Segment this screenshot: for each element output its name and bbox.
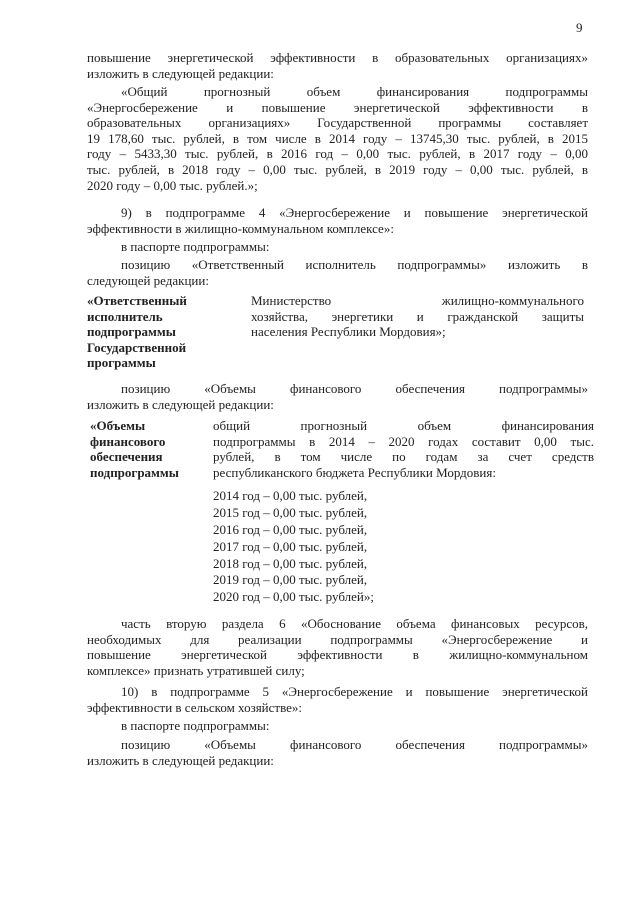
year-line: 2014 год – 0,00 тыс. рублей, xyxy=(213,488,368,503)
table1-value xyxy=(251,293,584,340)
year-line: 2019 год – 0,00 тыс. рублей, xyxy=(213,572,368,588)
label-line: подпрограммы xyxy=(87,324,176,340)
text-line: позицию «Объемы финансового обеспечения подпрограммы» xyxy=(121,381,588,396)
value-line: рублей, в том числе по годам за счет средств xyxy=(213,449,594,465)
page-number: 9 xyxy=(576,20,583,35)
paragraph-item-10 xyxy=(87,684,588,715)
text-line: в паспорте подпрограммы: xyxy=(121,239,270,254)
text-line: эффективности в жилищно-коммунальном комплексе»: xyxy=(87,220,394,236)
label-line: Государственной xyxy=(87,339,187,355)
year-line: 2017 год – 0,00 тыс. рублей, xyxy=(213,538,368,554)
text-line: изложить в следующей редакции: xyxy=(87,65,274,81)
text-line: 10) в подпрограмме 5 «Энергосбережение и повышение энергетической xyxy=(121,684,588,699)
value-line: населения Республики Мордовия»; xyxy=(251,324,446,340)
year-line: 2016 год – 0,00 тыс. рублей, xyxy=(213,521,368,537)
text-line: часть вторую раздела 6 «Обоснование объема финансовых ресурсов, xyxy=(121,616,588,631)
paragraph-part-two xyxy=(87,616,588,678)
text-line: «Общий прогнозный объем финансирования подпрограммы xyxy=(121,84,588,99)
value-line: Министерство жилищно-коммунального xyxy=(251,293,584,308)
table2-label xyxy=(90,418,220,480)
text-line: «Энергосбережение и повышение энергетической эффективности в xyxy=(87,99,588,115)
text-line: образовательных организациях» Государственной программы составляет xyxy=(87,115,588,131)
text-line: 9) в подпрограмме 4 «Энергосбережение и повышение энергетической xyxy=(121,205,588,220)
text-line: 2020 году – 0,00 тыс. рублей.»; xyxy=(87,177,258,193)
label-line: «Ответственный xyxy=(87,293,187,308)
text-line: тыс. рублей, в 2018 году – 0,00 тыс. рублей, в 2019 году – 0,00 тыс. рублей, в xyxy=(87,161,588,177)
label-line: исполнитель xyxy=(87,308,163,324)
text-line: изложить в следующей редакции: xyxy=(87,396,274,412)
text-line: 19 178,60 тыс. рублей, в том числе в 2014 году – 13745,30 тыс. рублей, в 2015 xyxy=(87,130,588,146)
value-line: общий прогнозный объем финансирования xyxy=(213,418,594,433)
label-line: «Объемы xyxy=(90,418,146,433)
years-list xyxy=(213,488,374,606)
text-line: позицию «Ответственный исполнитель подпрограммы» изложить в xyxy=(121,257,588,272)
year-line: 2015 год – 0,00 тыс. рублей, xyxy=(213,504,368,520)
paragraph-financing xyxy=(87,84,588,193)
label-line: программы xyxy=(87,355,156,371)
paragraph-intro xyxy=(87,50,588,81)
text-line: году – 5433,30 тыс. рублей, в 2016 год – 0,00 тыс. рублей, в 2017 году – 0,00 xyxy=(87,146,588,162)
value-line: хозяйства, энергетики и гражданской защиты xyxy=(251,308,584,324)
text-line: необходимых для реализации подпрограммы «Энергосбережение и xyxy=(87,631,588,647)
paragraph-position-volumes xyxy=(87,381,588,412)
text-line: эффективности в сельском хозяйстве»: xyxy=(87,699,303,715)
text-line: повышение энергетической эффективности в образовательных организациях» xyxy=(87,50,588,65)
text-line: позицию «Объемы финансового обеспечения подпрограммы» xyxy=(121,737,588,752)
text-line: повышение энергетической эффективности в жилищно-коммунальном xyxy=(87,647,588,663)
paragraph-position-responsible xyxy=(87,257,588,288)
text-line: изложить в следующей редакции: xyxy=(87,752,274,768)
year-line: 2018 год – 0,00 тыс. рублей, xyxy=(213,555,368,571)
paragraph-passport-2 xyxy=(87,718,588,734)
paragraph-position-volumes-2 xyxy=(87,737,588,768)
text-line: следующей редакции: xyxy=(87,272,209,288)
year-line: 2020 год – 0,00 тыс. рублей»; xyxy=(213,589,374,605)
table1-label xyxy=(87,293,217,371)
paragraph-passport xyxy=(87,239,588,255)
table2-value xyxy=(213,418,594,480)
value-line: подпрограммы в 2014 – 2020 годах составит 0,00 тыс. xyxy=(213,433,594,449)
label-line: подпрограммы xyxy=(90,464,179,480)
text-line: комплексе» признать утратившей силу; xyxy=(87,662,305,678)
label-line: обеспечения xyxy=(90,449,163,465)
label-line: финансового xyxy=(90,433,166,449)
paragraph-item-9 xyxy=(87,205,588,236)
text-line: в паспорте подпрограммы: xyxy=(121,718,270,733)
value-line: республиканского бюджета Республики Мордовия: xyxy=(213,464,496,480)
